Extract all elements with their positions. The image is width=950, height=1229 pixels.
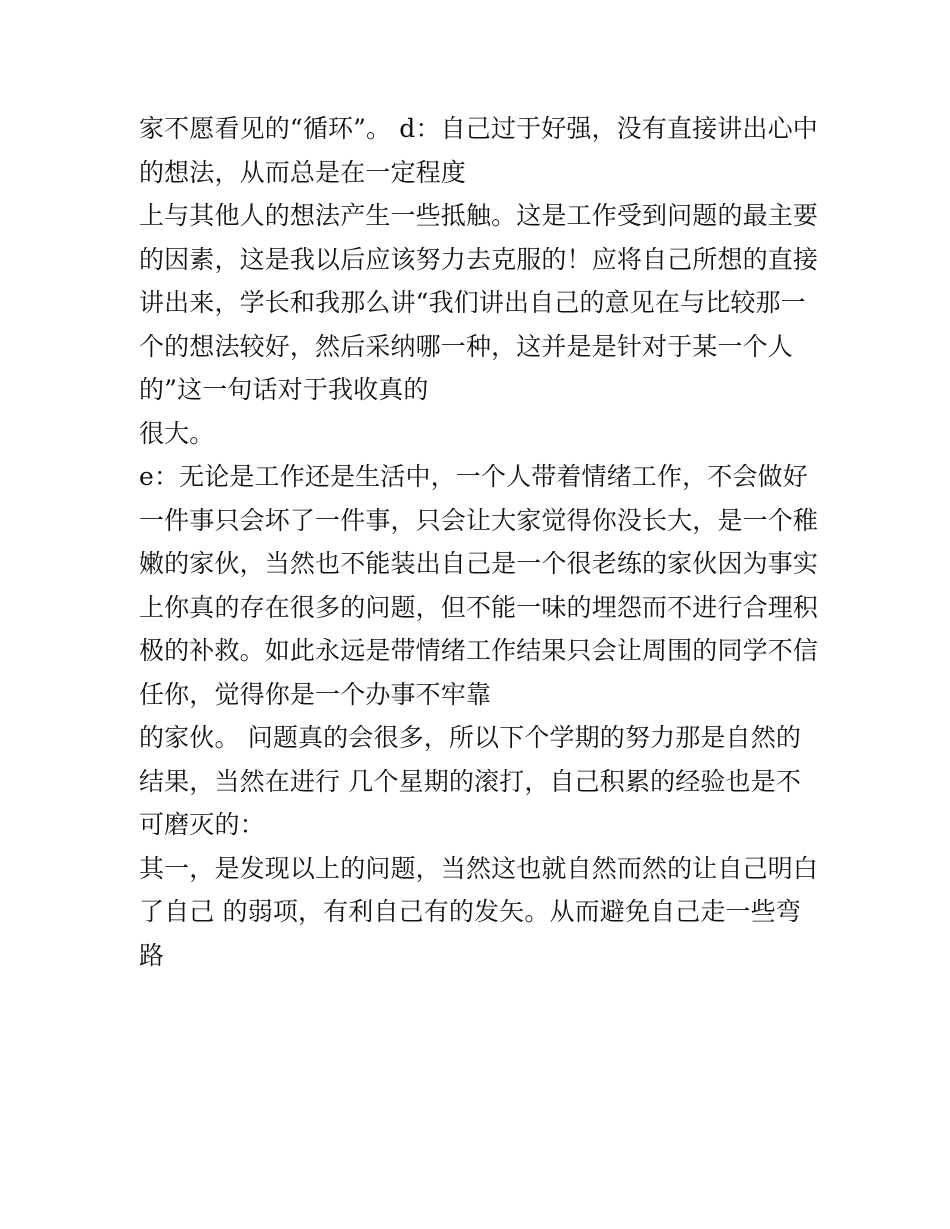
text-line: 极的补救。如此永远是带情绪工作结果只会让周围的同学不信 [139,636,819,665]
text-line: e：无论是工作还是生活中，一个人带着情绪工作，不会做好 [139,462,808,491]
text-line: 的想法，从而总是在一定程度 [139,157,466,187]
body-text [139,108,829,978]
text-line: 个的想法较好，然后采纳哪一种，这并是是针对于某一个人 [139,331,793,361]
text-line: 上你真的存在很多的问题，但不能一味的埋怨而不进行合理积 [139,592,819,622]
text-line: 的”这一句话对于我收真的 [139,375,429,404]
text-line: 路 [139,940,165,970]
text-line: 家不愿看见的“循环”。 d：自己过于好强，没有直接讲出心中 [139,114,818,143]
text-line: 很大。 [139,418,215,448]
text-line: 结果，当然在进行 几个星期的滚打，自己积累的经验也是不 [139,766,801,796]
text-line: 嫩的家伙，当然也不能装出自己是一个很老练的家伙因为事实 [139,549,819,578]
text-line: 任你，觉得你是一个办事不牢靠 [139,679,492,709]
text-line: 讲出来，学长和我那么讲“我们讲出自己的意见在与比较那一 [139,288,806,317]
text-line: 一件事只会坏了一件事，只会让大家觉得你没长大，是一个稚 [139,505,819,535]
text-line: 其一，是发现以上的问题，当然这也就自然而然的让自己明白 [139,853,819,883]
text-line: 的家伙。 问题真的会很多，所以下个学期的努力那是自然的 [139,723,801,752]
text-line: 的因素，这是我以后应该努力去克服的！应将自己所想的直接 [139,244,819,274]
text-line: 可磨灭的： [139,810,265,839]
text-line: 上与其他人的想法产生一些抵触。这是工作受到问题的最主要 [139,201,819,230]
text-line: 了自己 的弱项，有利自己有的发矢。从而避免自己走一些弯 [139,897,801,926]
